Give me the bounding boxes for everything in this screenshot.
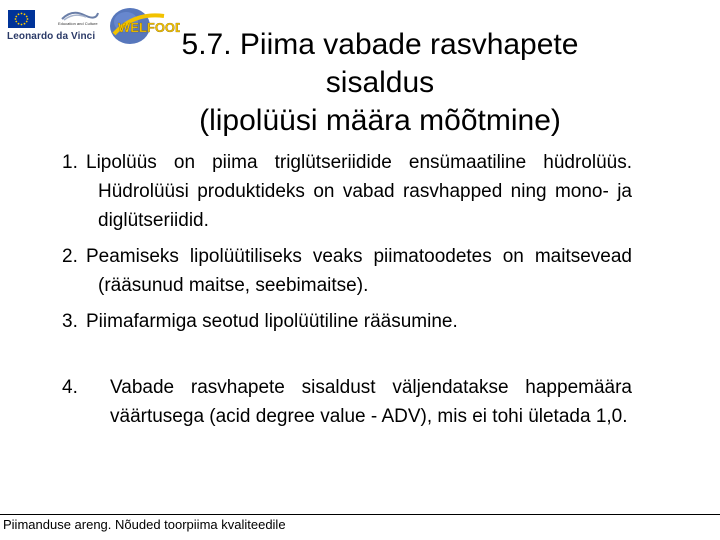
eu-flag-icon — [8, 10, 35, 28]
list-item-text: Lipolüüs on piima triglütseriidide ensümaatiline hüdrolüüs. Hüdrolüüsi produktideks on vabad rasvhapped ning mono- ja diglütseriidid. — [86, 152, 632, 231]
education-culture-logo — [58, 8, 104, 32]
list-item-text: Peamiseks lipolüütiliseks veaks piimatoodetes on maitsevead (rääsunud maitse, seebimaitse). — [86, 246, 632, 296]
list-item-3 — [62, 307, 632, 336]
title-line-2: sisaldus — [325, 66, 435, 99]
list-item-number: 1. — [62, 152, 78, 173]
title-line-1: 5.7. Piima vabade rasvhapete — [181, 28, 579, 61]
list-item-number: 3. — [62, 311, 78, 332]
list-item-number: 4. — [62, 377, 78, 398]
list-item-4 — [62, 373, 632, 431]
welfood-logo-text: WELFOOD — [118, 20, 180, 35]
list-item-text: Piimafarmiga seotud lipolüütiline rääsumine. — [86, 311, 458, 332]
footer-divider — [0, 514, 720, 515]
education-culture-text: Education and Culture — [58, 21, 98, 26]
title-line-3: (lipolüüsi määra mõõtmine) — [199, 104, 561, 137]
footer-text: Piimanduse areng. Nõuded toorpiima kvaliteedile — [3, 517, 286, 532]
list-item-text: Vabade rasvhapete sisaldust väljendatakse happemäära väärtusega (acid degree value - ADV), mis ei tohi ületada 1,0. — [110, 377, 632, 427]
list-item-1 — [62, 148, 632, 235]
leonardo-da-vinci-label: Leonardo da Vinci — [7, 31, 96, 42]
page-title — [110, 26, 650, 140]
education-mark-icon — [60, 8, 100, 20]
list-item-2 — [62, 242, 632, 300]
list-item-number: 2. — [62, 246, 78, 267]
